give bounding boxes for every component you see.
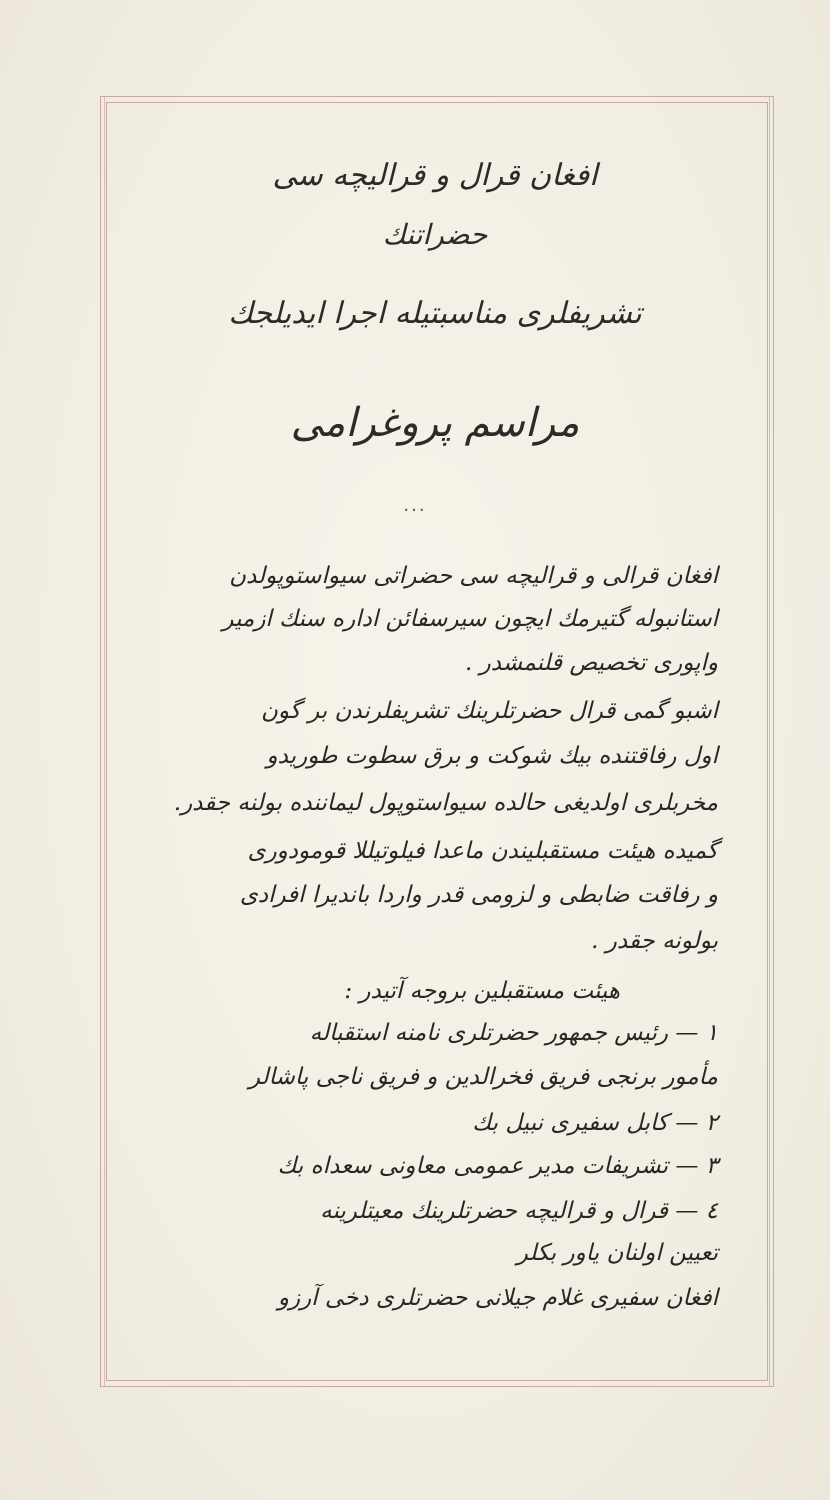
list-item: مأمور برنجی فریق فخرالدین و فریق ناجی پاشالر [248,1064,718,1090]
body-line: استانبوله گتیرمك ایچون سیرسفائن اداره سنك ازمیر [222,606,718,632]
body-line: افغان سفیری غلام جیلانی حضرتلری دخی آرزو [277,1285,718,1311]
list-item: ٢ — كابل سفیری نبیل بك [472,1110,718,1136]
body-line: و رفاقت ضابطی و لزومی قدر واردا باندیرا افرادی [239,882,718,908]
document-title: مراسم پروغرامی [290,400,580,446]
body-line: واپوری تخصیص قلنمشدر . [465,650,718,676]
body-line: بولونه جقدر . [591,928,718,954]
list-item: ١ — رئیس جمهور حضرتلری نامنه استقباله [309,1020,718,1046]
body-line: اول رفاقتنده بیك شوكت و برق سطوت طوریدو [266,743,718,769]
page-border-inner [106,102,768,1381]
body-line: گمیده هیئت مستقبلیندن ماعدا فیلوتیللا قومودوری [247,838,718,864]
list-item: ٤ — قرال و قرالیچه حضرتلرینك معیتلرینه [320,1198,718,1224]
body-line: اشبو گمی قرال حضرتلرینك تشریفلرندن بر گون [261,698,718,724]
list-item: ٣ — تشریفات مدیر عمومی معاونی سعداه بك [277,1153,718,1179]
list-heading: هیئت مستقبلین بروجه آتیدر : [344,978,620,1004]
heading-line-3: تشریفلری مناسبتیله اجرا ایدیلجك [228,296,642,331]
body-line: مخربلری اولدیغی حالده سیواستوپول لیماننده بولنه جقدر. [173,790,718,816]
list-item: تعیین اولنان یاور بكلر [516,1240,718,1266]
heading-line-2: حضراتنك [382,218,488,251]
separator-dots: ... [403,495,427,516]
body-line: افغان قرالی و قرالیچه سی حضراتی سیواستوپولدن [229,563,718,589]
heading-line-1: افغان قرال و قرالیچه سی [272,158,598,193]
